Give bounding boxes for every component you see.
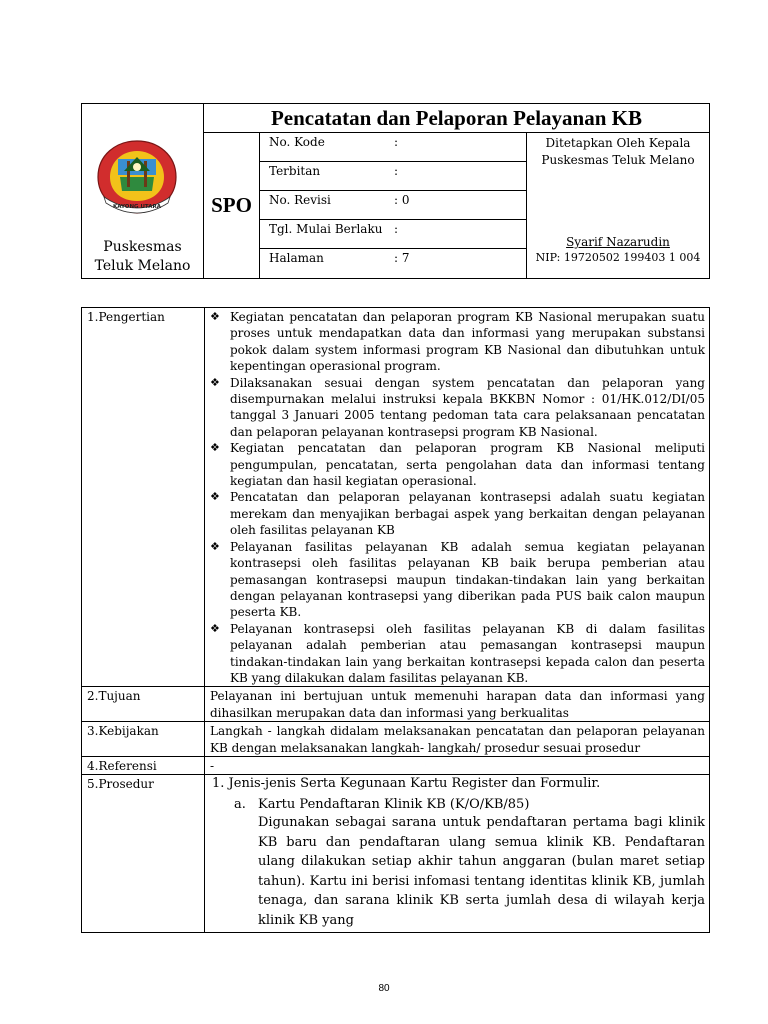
document-fields <box>260 133 527 278</box>
field-row-kode: No. Kode : <box>260 133 526 162</box>
referensi-text: - <box>205 756 710 774</box>
label-prosedur: 5.Prosedur <box>82 775 205 933</box>
label-tujuan: 2.Tujuan <box>82 687 205 722</box>
row-pengertian <box>82 308 710 687</box>
list-item: ❖ Pelayanan kontrasepsi oleh fasilitas pelayanan KB di dalam fasilitas pelayanan adalah pemberian atau pemasangan kontrasepsi maupun tindakan-tindakan lain yang berkaitan kontrasepsi kepada calon dan peserta KB yang dilakukan dalam fasilitas pelayanan KB. <box>210 621 705 685</box>
field-row-tgl: Tgl. Mulai Berlaku : <box>260 220 526 249</box>
procedure-subitem-text: Digunakan sebagai sarana untuk pendaftaran pertama bagi klinik KB baru dan pendaftaran ulang semua klinik KB. Pendaftaran ulang dilakukan setiap akhir tahun anggaran (bulan maret setiap tahun). Kartu ini berisi infomasi tentang identitas klinik KB, jumlah tenaga, dan sarana klinik KB serta jumlah desa di wilayah kerja klinik KB yang <box>258 815 705 928</box>
row-kebijakan <box>82 722 710 757</box>
approver-name: Syarif Nazarudin <box>566 235 670 249</box>
svg-text:KAYONG UTARA: KAYONG UTARA <box>112 204 162 210</box>
diamond-bullet-icon: ❖ <box>210 441 220 455</box>
document-title: Pencatatan dan Pelaporan Pelayanan KB <box>204 104 709 133</box>
row-prosedur <box>82 775 710 933</box>
diamond-bullet-icon: ❖ <box>210 621 220 635</box>
kebijakan-text: Langkah - langkah didalam melaksanakan pencatatan dan pelaporan pelayanan KB dengan melaksanakan langkah- langkah/ prosedur sesuai prosedur <box>205 722 710 757</box>
sop-content-table <box>81 307 710 933</box>
tujuan-text: Pelayanan ini bertujuan untuk memenuhi harapan data dan informasi yang dihasilkan merupakan data dan informasi yang berkualitas <box>205 687 710 722</box>
procedure-subitem: a. Kartu Pendaftaran Klinik KB (K/O/KB/85) <box>234 796 530 812</box>
list-item: ❖ Kegiatan pencatatan dan pelaporan program KB Nasional merupakan suatu proses untuk mendapatkan data dan informasi yang merupakan substansi pokok dalam system informasi program KB Nasional dan dibutuhkan untuk kepentingan operasional program. <box>210 310 705 374</box>
document-header <box>81 103 710 279</box>
field-row-terbitan: Terbitan : <box>260 162 526 191</box>
page-number: 80 <box>378 983 390 994</box>
approval-line-1: Ditetapkan Oleh Kepala <box>545 136 691 150</box>
list-item: ❖ Dilaksanakan sesuai dengan system pencatatan dan pelaporan yang disempurnakan melalui instruksi kepala BKKBN Nomor : 01/HK.012/DI/05 tanggal 3 Januari 2005 tentang pedoman tata cara pelaksanaan pencatatan dan pelaporan pelayanan kontrasepsi program KB Nasional. <box>210 375 705 439</box>
list-item: ❖ Pelayanan fasilitas pelayanan KB adalah semua kegiatan pelayanan kontrasepsi oleh fasilitas pelayanan KB baik berupa pemberian atau pemasangan kontrasepsi maupun tindakan-tindakan lain yang berkaitan dengan pelayanan kontrasepsi yang diberikan pada PUS baik calon maupun peserta KB. <box>210 539 705 620</box>
diamond-bullet-icon: ❖ <box>210 539 220 553</box>
label-referensi: 4.Referensi <box>82 756 205 774</box>
logo-cell <box>82 104 204 278</box>
pengertian-list <box>210 309 705 686</box>
spo-label: SPO <box>204 133 260 278</box>
regency-emblem <box>94 137 180 217</box>
approver-nip: NIP: 19720502 199403 1 004 <box>535 251 701 264</box>
list-item: ❖ Kegiatan pencatatan dan pelaporan program KB Nasional meliputi pengumpulan, pencatatan, serta pengolahan data dan informasi tentang kegiatan dan hasil kegiatan operasional. <box>210 441 705 489</box>
label-pengertian: 1.Pengertian <box>82 308 205 687</box>
row-tujuan <box>82 687 710 722</box>
list-item: ❖ Pencatatan dan pelaporan pelayanan kontrasepsi adalah suatu kegiatan merekam dan menyajikan berbagai aspek yang berkaitan dengan pelayanan oleh fasilitas pelayanan KB <box>210 490 705 538</box>
label-kebijakan: 3.Kebijakan <box>82 722 205 757</box>
organization-name: Puskesmas Teluk Melano <box>94 239 191 274</box>
approval-block <box>527 133 709 278</box>
row-referensi <box>82 756 710 774</box>
diamond-bullet-icon: ❖ <box>210 375 220 389</box>
approval-line-2: Puskesmas Teluk Melano <box>541 153 695 167</box>
procedure-item: 1. Jenis-jenis Serta Kegunaan Kartu Register dan Formulir. <box>212 776 601 792</box>
field-row-halaman: Halaman : 7 <box>269 251 410 265</box>
diamond-bullet-icon: ❖ <box>210 310 220 323</box>
field-row-revisi: No. Revisi : 0 <box>260 191 526 220</box>
diamond-bullet-icon: ❖ <box>210 490 220 504</box>
